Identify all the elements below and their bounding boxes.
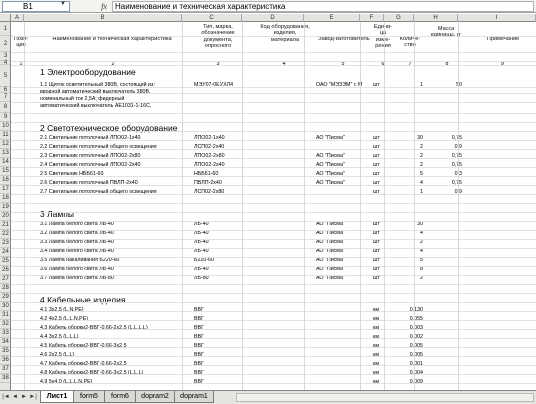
lamp-row-3-g: 2: [420, 239, 423, 245]
light-row-3-b: 2.3 Светильник потолочный ЛПО02-2х80: [40, 153, 141, 159]
column-gridline: [304, 22, 305, 390]
cable-row-6-g: 0,005: [409, 352, 423, 358]
cable-row-4-f: км: [373, 334, 379, 340]
cable-row-5-b: 4.5 Кабель оборки2-ВВГ-0,66-3х2,5: [40, 343, 127, 349]
row-header-23[interactable]: 23: [0, 239, 11, 248]
lamp-row-5-f: шт: [373, 257, 380, 263]
light-row-5-c: НББ61-60: [194, 171, 219, 177]
lamp-row-2-c: ЛБ-40: [194, 230, 209, 236]
row-header-26[interactable]: 26: [0, 266, 11, 275]
cable-row-9-c: ВВГ: [194, 379, 204, 385]
prev-sheet-button[interactable]: ◄: [12, 394, 18, 400]
lamp-row-4-g: 4: [420, 248, 423, 254]
cable-row-2-f: км: [373, 316, 379, 322]
name-box-dropdown-icon[interactable]: ▼: [60, 1, 66, 7]
light-row-6-b: 2.6 Светильник потолочный ПВЛП-2х40: [40, 180, 138, 186]
row-header-8[interactable]: 8: [0, 102, 11, 113]
cable-row-8-f: км: [373, 370, 379, 376]
function-icon[interactable]: fx: [101, 2, 107, 11]
numrow-c: 3: [216, 61, 220, 67]
column-header-h[interactable]: H: [414, 14, 458, 22]
item-1-mass: 50: [456, 82, 462, 88]
row-header-16[interactable]: 16: [0, 176, 11, 185]
row-header-28[interactable]: 28: [0, 284, 11, 293]
cable-row-3-g: 0,003: [409, 325, 423, 331]
light-row-1-f: шт: [373, 135, 380, 141]
cable-row-8-c: ВВГ: [194, 370, 204, 376]
row-header-15[interactable]: 15: [0, 167, 11, 176]
row-header-14[interactable]: 14: [0, 158, 11, 167]
cable-row-5-g: 0,005: [409, 343, 423, 349]
numrow-h: 8: [445, 61, 449, 67]
next-sheet-button[interactable]: ►: [21, 394, 27, 400]
cable-row-7-f: км: [373, 361, 379, 367]
cable-row-7-g: 0,001: [409, 361, 423, 367]
item-1-manufacturer: ОАО "МЭЗЭМ" г. М: [316, 82, 363, 88]
light-row-4-g: 2: [420, 162, 423, 168]
item-1-type: МЭУ07-0ЕУХЛ4: [194, 82, 234, 88]
cable-row-3-f: км: [373, 325, 379, 331]
cable-row-8-b: 4.8 Кабель оборки2-ВВГ-0,66-3х2,5 (L,L,L): [40, 370, 144, 376]
row-header-13[interactable]: 13: [0, 149, 11, 158]
item-1-line-3: номинальный ток 2,5А; фидерный: [40, 96, 125, 102]
column-header-g[interactable]: G: [384, 14, 414, 22]
light-row-1-g: 30: [417, 135, 423, 141]
light-row-2-h: 0,9: [454, 144, 462, 150]
row-header-3[interactable]: 3: [0, 52, 11, 61]
lamp-row-1-e: АО "Писма": [316, 221, 345, 227]
light-row-7-f: шт: [373, 189, 380, 195]
light-row-3-e: АО "Писма": [316, 153, 345, 159]
light-row-3-c: ЛПО02-2х80: [194, 153, 225, 159]
column-gridline: [242, 22, 243, 390]
lamp-row-6-e: АО "Писма": [316, 266, 345, 272]
row-header-17[interactable]: 17: [0, 185, 11, 194]
horizontal-scrollbar[interactable]: [236, 393, 534, 402]
lamp-row-7-b: 3.7 Лампа белого света ЛБ-80: [40, 275, 114, 281]
row-header-9[interactable]: 9: [0, 113, 11, 122]
row-header-24[interactable]: 24: [0, 248, 11, 257]
light-row-6-f: шт: [373, 180, 380, 186]
row-header-37[interactable]: 37: [0, 365, 11, 374]
lamp-row-1-g: 30: [417, 221, 423, 227]
lamp-row-4-c: ЛБ-40: [194, 248, 209, 254]
column-header-c[interactable]: C: [182, 14, 242, 22]
cable-row-2-c: ВВГ: [194, 316, 204, 322]
row-header-36[interactable]: 36: [0, 356, 11, 365]
cable-row-3-c: ВВГ: [194, 325, 204, 331]
light-row-2-c: ЛСП02-2х40: [194, 144, 225, 150]
sheet-tab-bar: [0, 390, 536, 404]
lamp-row-2-b: 3.2 Лампа белого света ЛБ-40: [40, 230, 114, 236]
light-row-1-e: АО "Писма": [316, 135, 345, 141]
header-type: Тип, марка, обозначение документа, опросного: [201, 24, 235, 49]
cable-row-4-b: 4.4 3х2,5 (L,L,L): [40, 334, 79, 340]
light-row-5-e: АО "Писма": [316, 171, 345, 177]
lamp-row-2-e: АО "Писма": [316, 230, 345, 236]
row-header-30[interactable]: 30: [0, 302, 11, 311]
last-sheet-button[interactable]: ►|: [29, 394, 37, 400]
first-sheet-button[interactable]: |◄: [2, 394, 10, 400]
lamp-row-5-c: Б220-60: [194, 257, 214, 263]
light-row-5-g: 5: [420, 171, 423, 177]
lamp-row-5-e: АО "Писма": [316, 257, 345, 263]
cable-row-7-c: ВВГ: [194, 361, 204, 367]
row-header-4[interactable]: 4: [0, 61, 11, 65]
lamp-row-1-f: шт: [373, 221, 380, 227]
lamp-row-5-b: 3.5 Лампа накаливания Б220-60: [40, 257, 120, 263]
tab-form6[interactable]: form6: [104, 391, 136, 403]
row-header-19[interactable]: 19: [0, 203, 11, 212]
cable-row-2-b: 4.2 4х2,5 (L,L,N,PE): [40, 316, 88, 322]
light-row-6-c: ПВЛП-2х40: [194, 180, 222, 186]
cable-row-2-g: 0,055: [409, 316, 423, 322]
row-header-1[interactable]: 1: [0, 22, 11, 36]
cable-row-1-g: 0,130: [409, 307, 423, 313]
lamp-row-3-f: шт: [373, 239, 380, 245]
numrow-f: 6: [381, 61, 385, 67]
row-header-29[interactable]: 29: [0, 293, 11, 302]
light-row-5-b: 2.5 Светильник НББ61-60: [40, 171, 104, 177]
lamp-row-1-c: ЛБ-40: [194, 221, 209, 227]
lamp-row-6-b: 3.6 Лампа белого света ЛБ-40: [40, 266, 114, 272]
column-gridline: [414, 22, 415, 390]
row-header-38[interactable]: 38: [0, 374, 11, 383]
light-row-2-b: 2.2 Светильник потолочный общего освещения: [40, 144, 157, 150]
name-box[interactable]: B1: [2, 1, 70, 12]
column-header-b[interactable]: B: [24, 14, 182, 22]
column-header-a[interactable]: A: [11, 14, 24, 22]
item-1-unit: шт: [373, 82, 380, 88]
column-gridline: [182, 22, 183, 390]
column-header-i[interactable]: I: [458, 14, 536, 22]
row-header-20[interactable]: 20: [0, 212, 11, 221]
header-code: Код оборудования, изделия, материала: [260, 24, 310, 43]
tab-dopram2[interactable]: dopram2: [135, 391, 175, 403]
lamp-row-6-g: 8: [420, 266, 423, 272]
column-gridline: [384, 22, 385, 390]
column-header-d[interactable]: D: [242, 14, 304, 22]
formula-input[interactable]: Наименование и техническая характеристика: [112, 1, 534, 12]
row-header-21[interactable]: 21: [0, 221, 11, 230]
row-header-2[interactable]: 2: [0, 36, 11, 52]
cable-row-9-b: 4.9 5х4,0 (L,L,L,N,PE): [40, 379, 93, 385]
cable-row-1-b: 4.1 3х2,5 (L,N,PE): [40, 307, 84, 313]
item-1-quantity: 1: [420, 82, 423, 88]
item-1-line-2: вводной автоматический выключатель 380В,: [40, 89, 151, 95]
cable-row-1-f: км: [373, 307, 379, 313]
tab-list1[interactable]: Лист1: [40, 391, 74, 403]
cable-row-6-c: ВВГ: [194, 352, 204, 358]
column-gridline: [24, 22, 25, 390]
cable-row-4-g: 0,002: [409, 334, 423, 340]
item-1-line-1: 1.1 Щиток осветительный 380В, состоящий из:: [40, 82, 155, 88]
light-row-6-g: 4: [420, 180, 423, 186]
light-row-1-h: 0,75: [451, 135, 462, 141]
column-header-f[interactable]: F: [360, 14, 384, 22]
light-row-4-h: 0,75: [451, 162, 462, 168]
light-row-3-g: 2: [420, 153, 423, 159]
lamp-row-6-f: шт: [373, 266, 380, 272]
section-electrical: 1 Электрооборудование: [40, 67, 136, 77]
light-row-4-c: ЛПО02-2х40: [194, 162, 225, 168]
row-header-31[interactable]: 31: [0, 311, 11, 320]
lamp-row-3-e: АО "Писма": [316, 239, 345, 245]
numrow-e: 5: [341, 61, 345, 67]
numrow-g: 7: [408, 61, 412, 67]
cable-row-1-c: ВВГ: [194, 307, 204, 313]
light-row-1-c: ЛПО02-1х40: [194, 135, 225, 141]
lamp-row-7-c: ЛБ-80: [194, 275, 209, 281]
row-header-32[interactable]: 32: [0, 320, 11, 329]
cable-row-7-b: 4.7 Кабель оборки2-ВВГ-0,66-2х2,5: [40, 361, 127, 367]
header-note: Примечание: [486, 36, 520, 42]
cable-row-8-g: 0,004: [409, 370, 423, 376]
column-gridline: [458, 22, 459, 390]
tab-form5[interactable]: form5: [73, 391, 105, 403]
light-row-3-h: 0,75: [451, 153, 462, 159]
section-lighting: 2 Светотехническое оборудование: [40, 123, 178, 133]
lamp-row-1-b: 3.1 Лампа белого света ЛБ-40: [40, 221, 114, 227]
row-header-6[interactable]: 6: [0, 87, 11, 93]
numrow-d: 4: [282, 61, 286, 67]
spreadsheet-grid[interactable]: [11, 22, 536, 390]
lamp-row-6-c: ЛБ-40: [194, 266, 209, 272]
row-header-18[interactable]: 18: [0, 194, 11, 203]
lamp-row-7-e: АО "Писма": [316, 275, 345, 281]
cable-row-4-c: ВВГ: [194, 334, 204, 340]
section-cables: 4 Кабельные изделия: [40, 295, 126, 305]
light-row-2-g: 2: [420, 144, 423, 150]
header-name: Наименование и техническая характеристика: [52, 36, 172, 42]
lamp-row-4-b: 3.4 Лампа белого света ЛБ-40: [40, 248, 114, 254]
item-1-line-4: автоматический выключатель АЕ1031-1-16С,: [40, 103, 152, 109]
numrow-i: 9: [501, 61, 504, 67]
light-row-5-h: 0,3: [454, 171, 462, 177]
numrow-a: 1: [19, 61, 23, 67]
cable-row-3-b: 4.3 Кабель оборки2-ВВГ-0,66-2х2,5 (L,L,L,L): [40, 325, 148, 331]
light-row-7-h: 0,9: [454, 189, 462, 195]
row-header-11[interactable]: 11: [0, 131, 11, 140]
row-header-33[interactable]: 33: [0, 329, 11, 338]
light-row-1-b: 2.1 Светильник потолочный ЛПО02-1х40: [40, 135, 141, 141]
cable-row-5-f: км: [373, 343, 379, 349]
lamp-row-7-g: 2: [420, 275, 423, 281]
row-header-25[interactable]: 25: [0, 257, 11, 266]
light-row-7-b: 2.7 Светильник потолочный общего освещения: [40, 189, 157, 195]
lamp-row-4-e: АО "Писма": [316, 248, 345, 254]
formula-bar: [0, 0, 536, 13]
light-row-4-f: шт: [373, 162, 380, 168]
lamp-row-7-f: шт: [373, 275, 380, 281]
row-header-22[interactable]: 22: [0, 230, 11, 239]
light-row-2-f: шт: [373, 144, 380, 150]
lamp-row-5-g: 5: [420, 257, 423, 263]
cable-row-6-b: 4.6 2х2,5 (L,L): [40, 352, 75, 358]
numrow-b: 2: [111, 61, 115, 67]
row-header-7[interactable]: 7: [0, 93, 11, 102]
light-row-7-g: 1: [420, 189, 423, 195]
row-header-35[interactable]: 35: [0, 347, 11, 356]
header-mass: Масса единицы, кг: [430, 26, 462, 39]
column-header-e[interactable]: E: [304, 14, 360, 22]
lamp-row-3-c: ЛБ-40: [194, 239, 209, 245]
select-all-corner[interactable]: [0, 14, 11, 22]
light-row-7-c: ЛСП02-2х80: [194, 189, 225, 195]
light-row-3-f: шт: [373, 153, 380, 159]
cable-row-6-f: км: [373, 352, 379, 358]
section-lamps: 3 Лампы: [40, 209, 74, 219]
row-header-5[interactable]: 5: [0, 65, 11, 87]
column-gridline: [360, 22, 361, 390]
light-row-5-f: шт: [373, 171, 380, 177]
cable-row-5-c: ВВГ: [194, 343, 204, 349]
light-row-6-h: 0,75: [451, 180, 462, 186]
row-header-12[interactable]: 12: [0, 140, 11, 149]
cable-row-9-g: 0,009: [409, 379, 423, 385]
light-row-6-e: АО "Писма": [316, 180, 345, 186]
row-headers: [0, 22, 11, 390]
header-manufacturer: Завод-изготовитель: [318, 36, 370, 42]
light-row-4-b: 2.4 Светильник потолочный ЛПО02-2х40: [40, 162, 141, 168]
header-quantity: Количе-ство: [399, 36, 421, 49]
cable-row-9-f: км: [373, 379, 379, 385]
row-header-34[interactable]: 34: [0, 338, 11, 347]
column-headers: [0, 14, 536, 22]
lamp-row-4-f: шт: [373, 248, 380, 254]
lamp-row-3-b: 3.3 Лампа белого света ЛБ-40: [40, 239, 114, 245]
row-header-10[interactable]: 10: [0, 122, 11, 131]
row-header-27[interactable]: 27: [0, 275, 11, 284]
lamp-row-2-g: 4: [420, 230, 423, 236]
lamp-row-2-f: шт: [373, 230, 380, 236]
tab-dopram1[interactable]: dopram1: [174, 391, 214, 403]
header-unit: Едини-ца изме-рения: [373, 24, 393, 49]
header-position: Пози-ция: [13, 36, 29, 49]
light-row-4-e: АО "Писма": [316, 162, 345, 168]
